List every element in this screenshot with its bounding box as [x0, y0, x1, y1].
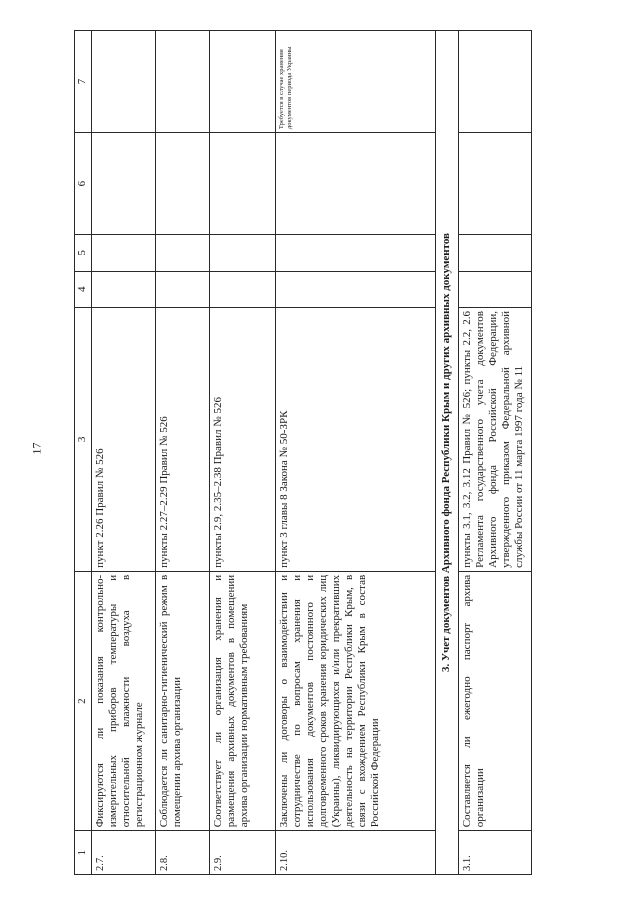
table-row: [276, 31, 436, 875]
row-question: Заключены ли договоры о взаимодействии и сотрудничестве по вопросам хранения и использования документов постоянного и долговременного сроков хранения юридических лиц (Украины), ликвидирующихся и/или прекративших деятельность на территории Республики Крым, в связи с вхождением Республики Крым в состав Российской Федерации: [276, 571, 436, 830]
row-number: 3.1.: [459, 831, 532, 875]
row-basis: пункты 2.9, 2.35–2.38 Правил № 526: [210, 308, 276, 572]
column-header: 6: [75, 133, 92, 235]
empty-cell: [210, 271, 276, 307]
row-note: [92, 31, 156, 133]
empty-cell: [459, 235, 532, 271]
empty-cell: [156, 271, 210, 307]
empty-cell: [92, 235, 156, 271]
row-number: 2.10.: [276, 831, 436, 875]
row-question: Фиксируются ли показания контрольно-измерительных приборов температуры и относительной влажности воздуха в регистрационном журнале: [92, 571, 156, 830]
row-note: [210, 31, 276, 133]
empty-cell: [92, 133, 156, 235]
column-header: 5: [75, 235, 92, 271]
empty-cell: [210, 235, 276, 271]
empty-cell: [156, 235, 210, 271]
empty-cell: [276, 271, 436, 307]
row-question: Составляется ли ежегодно паспорт архива организации: [459, 571, 532, 830]
section-row: [436, 31, 459, 875]
row-basis: пункт 3 главы 8 Закона № 50-ЗРК: [276, 308, 436, 572]
empty-cell: [276, 235, 436, 271]
rotated-table-page: [74, 30, 614, 875]
empty-cell: [276, 133, 436, 235]
table-row: [156, 31, 210, 875]
empty-cell: [210, 133, 276, 235]
row-question: Соблюдается ли санитарно-гигиенический режим в помещении архива организации: [156, 571, 210, 830]
row-number: 2.7.: [92, 831, 156, 875]
empty-cell: [156, 133, 210, 235]
column-header: 1: [75, 831, 92, 875]
row-note: [459, 31, 532, 133]
page-number: 17: [29, 442, 44, 455]
row-basis: пункт 2.26 Правил № 526: [92, 308, 156, 572]
empty-cell: [459, 133, 532, 235]
row-basis: пункты 2.27–2.29 Правил № 526: [156, 308, 210, 572]
column-header: 4: [75, 271, 92, 307]
column-header: 3: [75, 308, 92, 572]
row-basis: пункты 3.1, 3.2, 3.12 Правил № 526; пункты 2.2, 2.6 Регламента государственного учета документов Архивного фонда Российской Федерации, утвержденного приказом Федеральной архивной службы России от 11 марта 1997 года № 11: [459, 308, 532, 572]
row-number: 2.9.: [210, 831, 276, 875]
row-question: Соответствует ли организация хранения и размещения архивных документов в помещении архива организации нормативным требованиям: [210, 571, 276, 830]
column-header: 7: [75, 31, 92, 133]
section-heading: 3. Учет документов Архивного фонда Республики Крым и других архивных документов: [436, 31, 459, 875]
row-note: Требуется в случае хранения документов периода Украины: [276, 31, 436, 133]
table-row: [92, 31, 156, 875]
table-row: [210, 31, 276, 875]
column-header: 2: [75, 571, 92, 830]
column-header-row: [75, 31, 92, 875]
row-number: 2.8.: [156, 831, 210, 875]
empty-cell: [459, 271, 532, 307]
row-note: [156, 31, 210, 133]
table-row: [459, 31, 532, 875]
empty-cell: [92, 271, 156, 307]
checklist-table: [74, 30, 532, 875]
